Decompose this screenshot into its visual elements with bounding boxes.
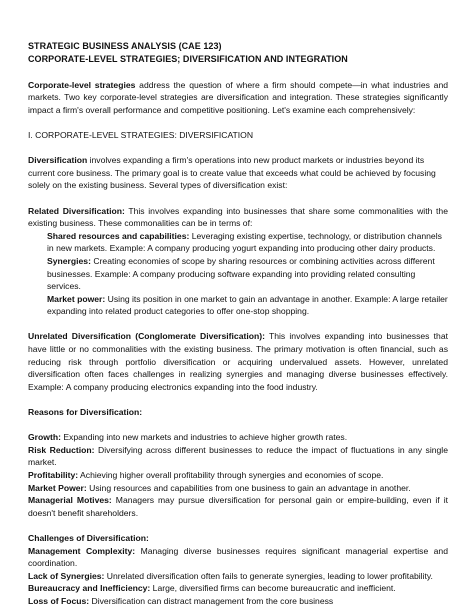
related-item: [28, 255, 448, 293]
reason-item: [28, 431, 448, 444]
reasons-heading: Reasons for Diversification:: [28, 407, 143, 418]
diversification-text: involves expanding a firm's operations into new product markets or industries beyond its current core business. The primary goal is to create value that exceeds what could be achieved by focusing solely on the existing business. Several types of diversification exist:: [28, 155, 436, 191]
challenge-item: [28, 570, 448, 583]
reason-term: Risk Reduction:: [28, 444, 95, 455]
related-item: [28, 230, 448, 255]
challenge-item: [28, 582, 448, 595]
challenge-term: Loss of Focus:: [28, 595, 90, 606]
unrelated-text: This involves expanding into businesses that have little or no commonalities with the existing business. The primary motivation is often financial, such as reducing risk through portfolio diversification or acquiring undervalued assets. However, unrelated diversification often faces challenges in realizing synergies and managing diverse businesses effectively. Example: A company producing electronics expanding into the food industry.: [28, 331, 448, 392]
related-item-term: Shared resources and capabilities:: [47, 230, 190, 241]
reason-term: Market Power:: [28, 482, 87, 493]
challenge-term: Management Complexity:: [28, 545, 136, 556]
diversification-term: Diversification: [28, 155, 88, 166]
challenge-text: Large, diversified firms can become bureaucratic and inefficient.: [150, 583, 396, 594]
challenge-text: Managing diverse businesses requires significant managerial expertise and coordination.: [28, 545, 448, 569]
intro-term: Corporate-level strategies: [28, 79, 136, 90]
document-title: STRATEGIC BUSINESS ANALYSIS (CAE 123): [28, 41, 222, 51]
document-subtitle: CORPORATE-LEVEL STRATEGIES; DIVERSIFICATION AND INTEGRATION: [28, 54, 348, 64]
reason-item: [28, 482, 448, 495]
challenge-text: Diversification can distract management from the core business: [89, 595, 334, 606]
related-item-text: Creating economies of scope by sharing resources or combining activities across different businesses. Example: A company producing software expanding into providing related consulting services.: [47, 255, 435, 292]
reason-item: [28, 494, 448, 519]
reason-item: [28, 469, 448, 482]
challenge-text: Unrelated diversification often fails to generate synergies, leading to lower profitability.: [104, 570, 433, 581]
related-item-text: Using its position in one market to gain an advantage in another. Example: A large retailer expanding into related product categories to offer one-stop shopping.: [47, 293, 448, 317]
challenges-heading: Challenges of Diversification:: [28, 532, 149, 543]
challenge-item: [28, 545, 448, 570]
reason-text: Using resources and capabilities from one business to gain an advantage in another.: [86, 482, 411, 493]
challenge-item: [28, 595, 448, 608]
reason-text: Achieving higher overall profitability through synergies and economies of scope.: [78, 470, 384, 480]
related-term: Related Diversification:: [28, 205, 125, 216]
challenge-term: Lack of Synergies:: [28, 570, 105, 581]
related-item: [28, 293, 448, 318]
reason-text: Diversifying across different businesses to reduce the impact of fluctuations in any single market.: [28, 444, 448, 468]
reason-text: Expanding into new markets and industries to achieve higher growth rates.: [60, 432, 348, 443]
related-item-text: Leveraging existing expertise, technology, or distribution channels in new markets. Example: A company producing yogurt expanding into producing other dairy products.: [47, 230, 442, 254]
reason-term: Growth:: [28, 432, 61, 443]
related-text: This involves expanding into businesses that share some commonalities with the existing business. These commonalities can be in terms of:: [28, 205, 448, 229]
intro-paragraph: [28, 79, 448, 117]
unrelated-term: Unrelated Diversification (Conglomerate Diversification):: [28, 331, 265, 342]
reason-term: Managerial Motives:: [28, 495, 112, 506]
challenge-term: Bureaucracy and Inefficiency:: [28, 583, 151, 594]
related-item-term: Market power:: [47, 293, 106, 304]
diversification-definition: [28, 154, 448, 192]
reason-term: Profitability:: [28, 470, 79, 480]
related-item-term: Synergies:: [47, 255, 91, 266]
related-diversification-paragraph: [28, 205, 448, 230]
reason-item: [28, 444, 448, 469]
reason-text: Managers may pursue diversification for personal gain or empire-building, even if it doesn't benefit shareholders.: [28, 495, 449, 518]
section1-heading: I. CORPORATE-LEVEL STRATEGIES: DIVERSIFICATION: [28, 129, 254, 140]
intro-text: address the question of where a firm should compete—in what industries and markets. Two key corporate-level strategies are diversification and integration. These strategies significantly impact a firm's overall performance and competitive positioning. Let's examine each comprehensively:: [28, 79, 449, 115]
unrelated-diversification-paragraph: [28, 330, 448, 393]
